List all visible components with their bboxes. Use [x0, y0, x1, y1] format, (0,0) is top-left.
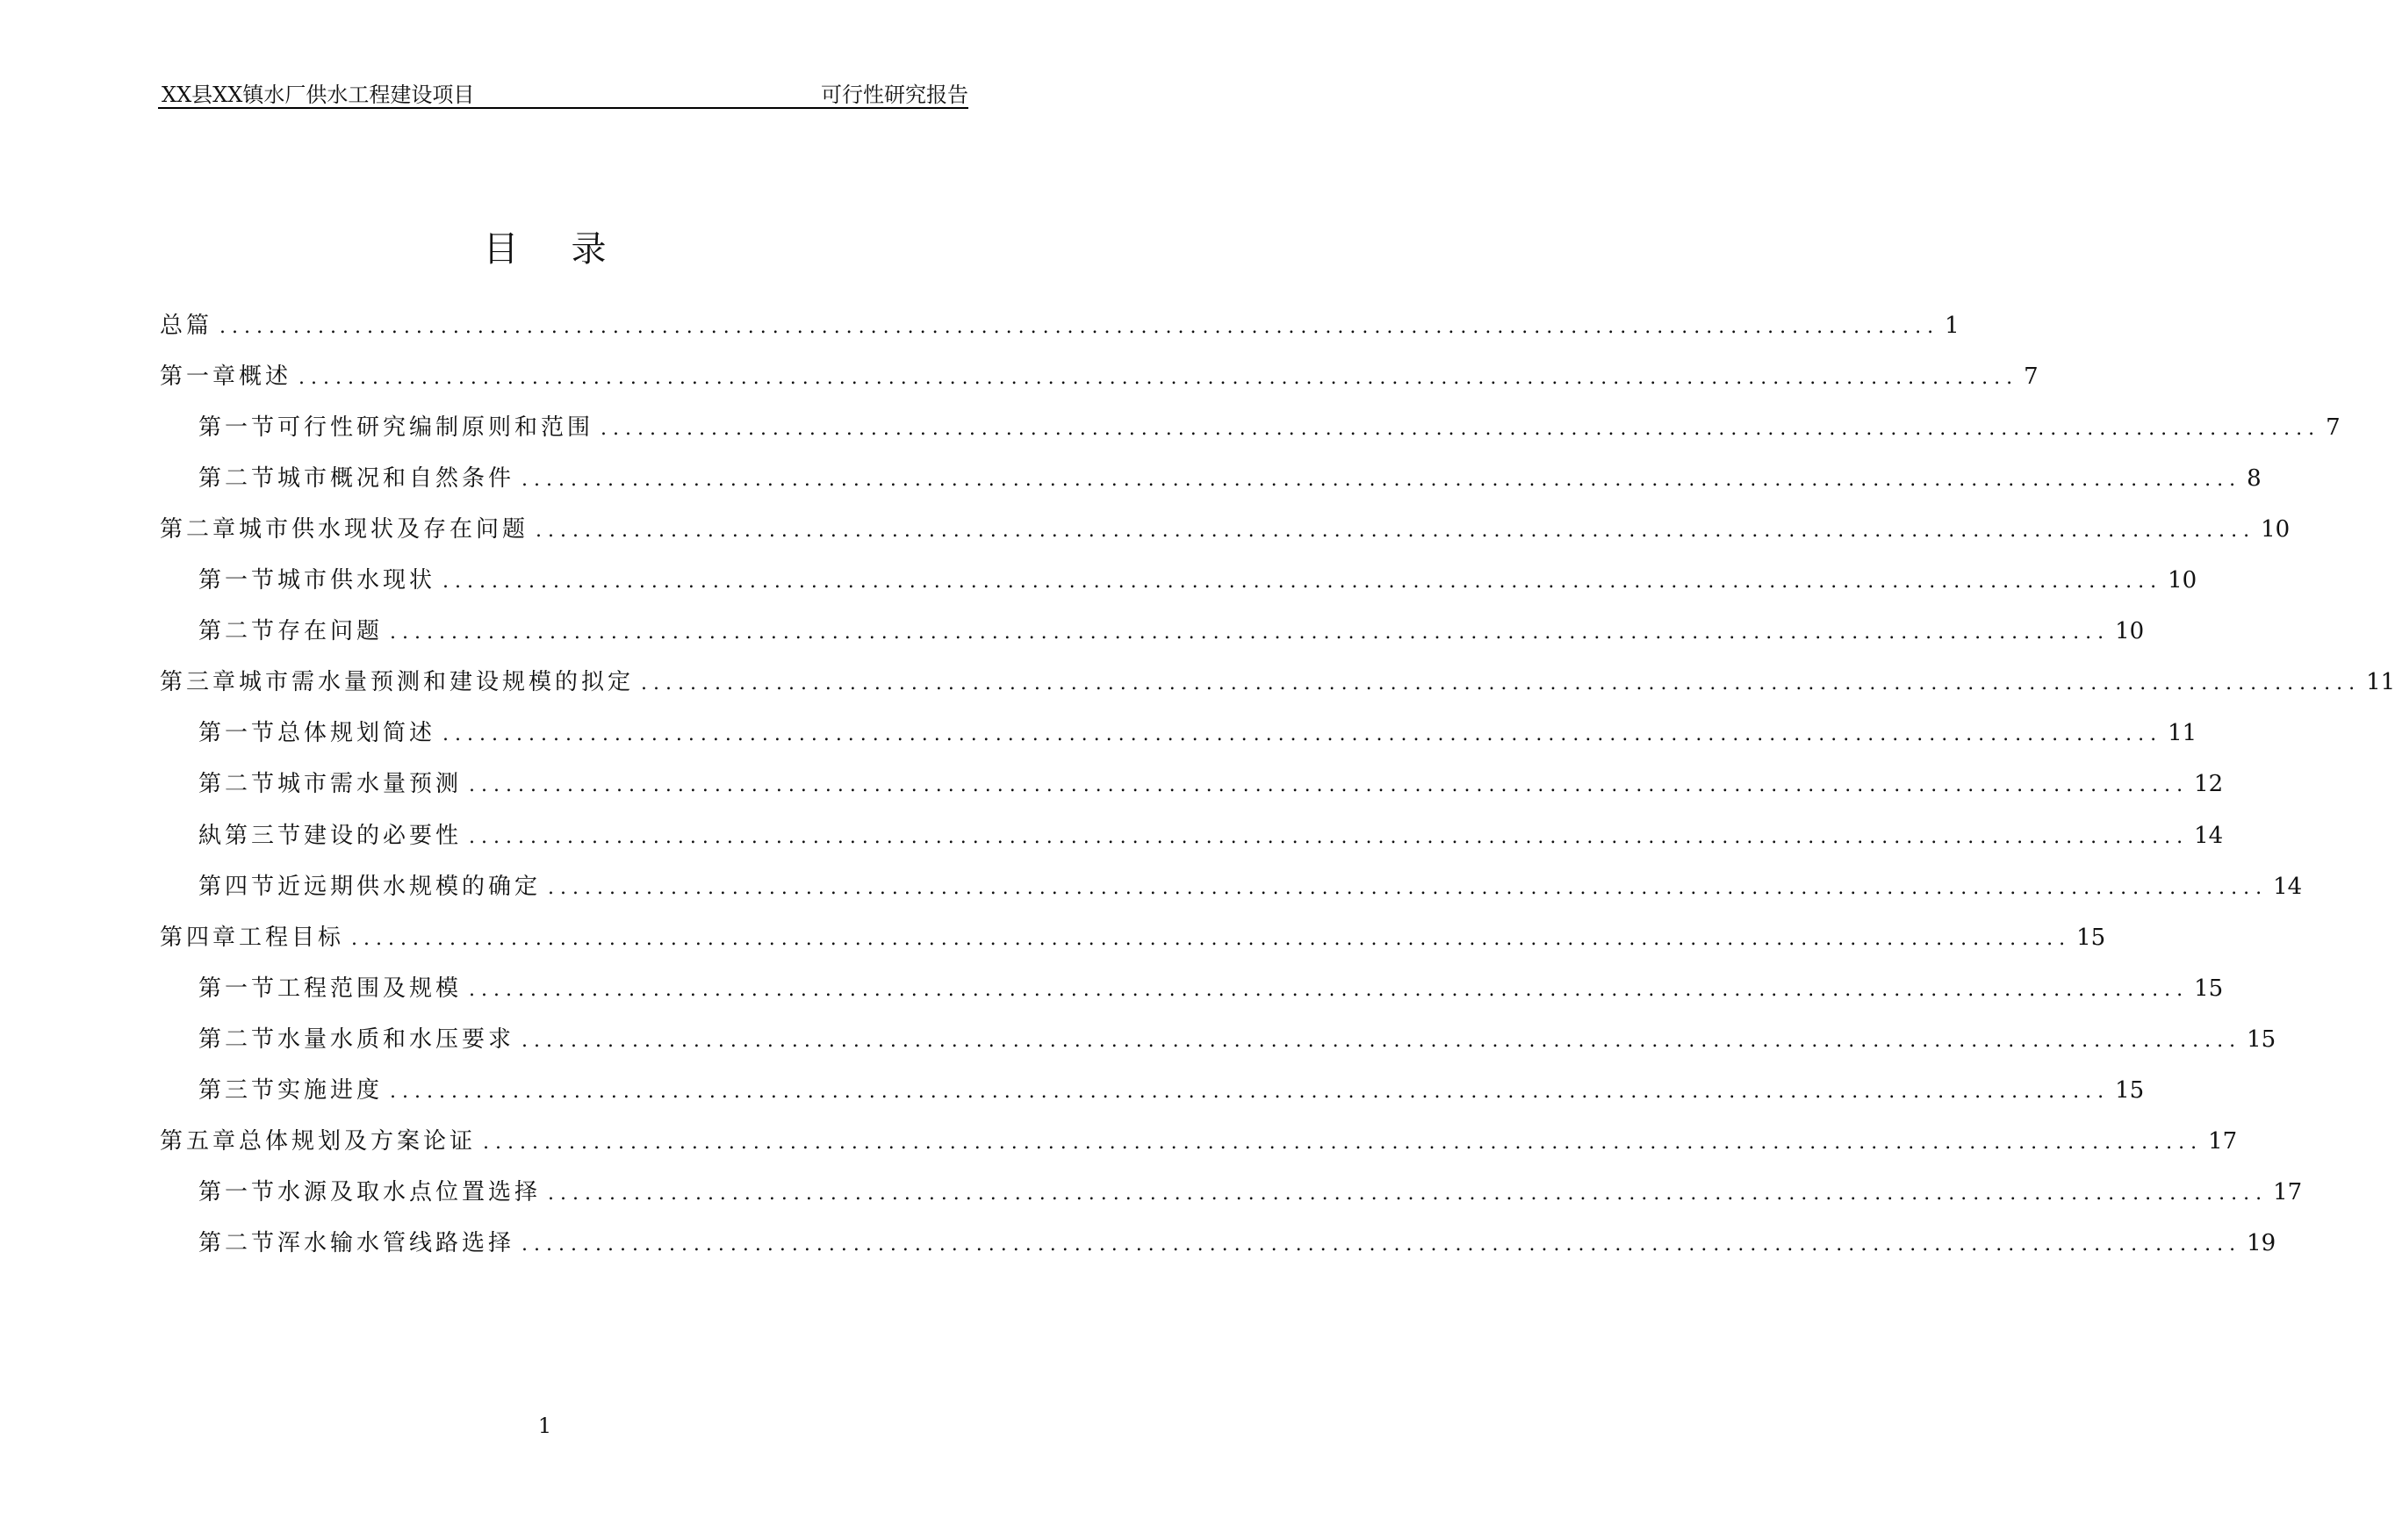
toc-entry-leader-dots: ............................................................................................................................................ [536, 520, 2256, 543]
toc-entry-page: 7 [2024, 363, 2039, 391]
toc-entry-number: 第二节 [198, 1229, 278, 1256]
toc-entry[interactable] [198, 460, 2262, 493]
toc-entry-label: 近远期供水规模的确定 [277, 873, 542, 900]
toc-entry-label: 建设的必要性 [304, 822, 463, 849]
toc-entry-page: 14 [2273, 873, 2303, 900]
toc-entry-leader-dots: ............................................................................................................................................ [390, 622, 2111, 644]
toc-entry-label: 城市供水现状 [277, 567, 436, 594]
toc-entry-page: 10 [2115, 618, 2145, 645]
header-project-title: XX县XX镇水厂供水工程建设项目 [162, 83, 475, 107]
toc-entry-number: 第二章 [160, 516, 240, 543]
toc-entry-leader-dots: ............................................................................................................................................ [469, 774, 2190, 797]
toc-entry-page: 11 [2366, 669, 2395, 696]
toc-entry-label: 水源及取水点位置选择 [277, 1178, 542, 1205]
toc-entry-label: 篇 [186, 313, 213, 339]
toc-entry-page: 15 [2194, 975, 2224, 1002]
toc-entry-leader-dots: ............................................................................................................................................ [641, 673, 2362, 695]
toc-entry-page: 17 [2273, 1178, 2303, 1205]
toc-entry-number: 第二节 [198, 1025, 278, 1053]
toc-title: 目录 [483, 229, 659, 270]
toc-entry-label: 城市供水现状及存在问题 [239, 516, 529, 543]
toc-entry-page: 15 [2115, 1076, 2145, 1104]
toc-entry-leader-dots: ............................................................................................................................................ [351, 927, 2072, 950]
toc-entry-number: 第四章 [160, 924, 240, 951]
toc-entry[interactable] [160, 511, 2291, 543]
toc-entry[interactable] [198, 1174, 2303, 1205]
toc-entry-leader-dots: ............................................................................................................................................ [521, 469, 2242, 492]
toc-entry-label: 总体规划及方案论证 [239, 1127, 477, 1155]
toc-entry-label: 浑水输水管线路选择 [277, 1229, 515, 1256]
toc-entry[interactable] [198, 868, 2303, 900]
toc-entry-number: 第一节 [198, 414, 278, 442]
toc-entry-label: 可行性研究编制原则和范围 [277, 414, 594, 442]
toc-entry[interactable] [160, 358, 2039, 391]
toc-entry-page: 1 [1945, 313, 1960, 339]
toc-entry-number: 第一节 [198, 975, 278, 1002]
toc-entry-leader-dots: ............................................................................................................................................ [469, 825, 2190, 848]
toc-entry-label: 概述 [239, 363, 292, 391]
toc-entry-label: 工程目标 [239, 924, 345, 951]
toc-entry-page: 17 [2208, 1127, 2238, 1155]
toc-entry-number: 第一节 [198, 1178, 278, 1205]
toc-entry-number: 第一节 [198, 567, 278, 594]
toc-entry-leader-dots: ............................................................................................................................................ [548, 876, 2269, 899]
toc-entry-page: 12 [2194, 771, 2224, 798]
toc-entry-number: 第一章 [160, 363, 240, 391]
toc-entry-page: 7 [2326, 414, 2341, 442]
toc-entry-number: 总 [160, 313, 187, 339]
toc-entry[interactable] [160, 1123, 2238, 1155]
toc-entry[interactable] [160, 664, 2395, 696]
toc-entry-number: 第五章 [160, 1127, 240, 1155]
toc-entry-page: 10 [2168, 567, 2197, 594]
toc-entry-leader-dots: ............................................................................................................................................ [219, 316, 1940, 338]
toc-entry[interactable] [198, 1072, 2145, 1104]
header-report-type: 可行性研究报告 [821, 83, 968, 107]
toc-entry-leader-dots: ............................................................................................................................................ [548, 1182, 2269, 1205]
page-number: 1 [537, 1414, 552, 1438]
toc-entry[interactable] [198, 970, 2224, 1002]
toc-entry-page: 8 [2247, 465, 2262, 493]
toc-entry-number: 第二节 [198, 465, 278, 493]
toc-entry-number: 第三章 [160, 669, 240, 696]
toc-entry[interactable] [160, 307, 1960, 339]
toc-entry-leader-dots: ............................................................................................................................................ [521, 1233, 2242, 1256]
toc-entry-page: 19 [2247, 1229, 2276, 1256]
toc-entry-leader-dots: ............................................................................................................................................ [469, 978, 2190, 1001]
toc-entry-page: 11 [2168, 720, 2197, 747]
toc-entry-leader-dots: ............................................................................................................................................ [442, 723, 2163, 746]
toc-entry-page: 10 [2261, 516, 2291, 543]
toc-entry-leader-dots: ............................................................................................................................................ [390, 1080, 2111, 1103]
toc-entry-number: 第三节 [198, 1076, 278, 1104]
toc-entry-number: 紈第三节 [198, 822, 305, 849]
toc-entry-label: 工程范围及规模 [277, 975, 463, 1002]
toc-entry-leader-dots: ............................................................................................................................................ [483, 1131, 2204, 1154]
toc-entry-label: 城市概况和自然条件 [277, 465, 515, 493]
toc-entry-leader-dots: ............................................................................................................................................ [521, 1029, 2242, 1052]
toc-entry-page: 15 [2076, 924, 2106, 951]
toc-entry-number: 第一节 [198, 720, 278, 747]
toc-entry[interactable] [198, 817, 2224, 849]
toc-entry-label: 存在问题 [277, 618, 384, 645]
toc-entry-label: 水量水质和水压要求 [277, 1025, 515, 1053]
toc-entry-label: 城市需水量预测 [277, 771, 463, 798]
toc-entry[interactable] [198, 766, 2224, 798]
toc-entry[interactable] [160, 919, 2106, 951]
toc-entry-number: 第二节 [198, 618, 278, 645]
toc-entry-number: 第四节 [198, 873, 278, 900]
toc-entry[interactable] [198, 409, 2341, 442]
toc-entry-label: 城市需水量预测和建设规模的拟定 [239, 669, 635, 696]
toc-entry[interactable] [198, 562, 2197, 594]
toc-entry-leader-dots: ............................................................................................................................................ [442, 571, 2163, 594]
toc-entry-leader-dots: ............................................................................................................................................ [298, 367, 2019, 390]
toc-entry[interactable] [198, 1225, 2276, 1256]
toc-entry-label: 总体规划简述 [277, 720, 436, 747]
toc-entry[interactable] [198, 613, 2145, 645]
toc-entry-page: 14 [2194, 822, 2224, 849]
toc-entry[interactable] [198, 1021, 2276, 1053]
toc-entry-label: 实施进度 [277, 1076, 384, 1104]
toc-entry[interactable] [198, 715, 2197, 747]
toc-entry-page: 15 [2247, 1025, 2276, 1053]
toc-entry-number: 第二节 [198, 771, 278, 798]
toc-entry-leader-dots: ............................................................................................................................................ [601, 418, 2321, 441]
